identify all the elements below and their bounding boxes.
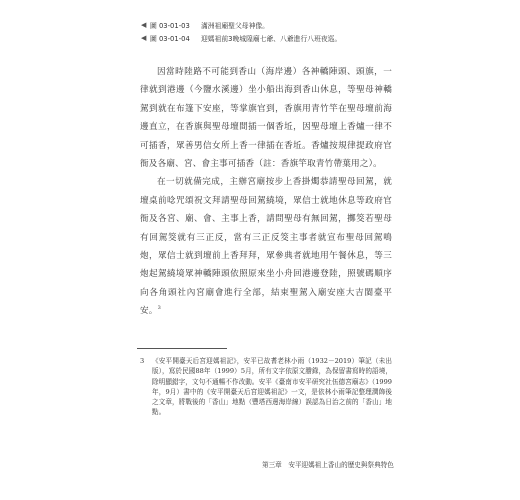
running-footer: 第三章 安平迎媽祖上香山的歷史與祭典特色 (262, 461, 394, 469)
paragraph (140, 173, 392, 320)
paragraph (140, 63, 392, 173)
left-arrow-icon: ◀ (141, 20, 147, 29)
figure-caption-text: 迎媽祖前3晚城隍廟七爺、八爺進行八班夜巡。 (201, 34, 342, 43)
figure-caption (141, 32, 341, 43)
figure-captions (141, 19, 341, 45)
figure-caption-text: 滿洲祖廟聖父母神像。 (201, 21, 269, 30)
footnote-reference[interactable]: 3 (157, 305, 161, 312)
figure-caption (141, 19, 341, 30)
figure-label: 圖 03-01-03 (150, 21, 190, 30)
left-arrow-icon: ◀ (141, 33, 147, 42)
footnote-text: 《安平開臺天后宮迎媽祖記》，安平已故耆老林小雨（1932－2019）筆記（未出版），寫於民國88年（1999）5月，所有文字依原文謄錄，為保留書寫時的語境，除明顯錯字，文句不通暢不作改動。安平《臺南市安平研究社伍德宮廟志》（1999年，9月）書中的《安平開臺天后宮迎媽祖記》一文，是依林小雨筆記整理潤飾後之文章，將戰後的「香山」地點（豐塔西邊海岸線）誤認為日治之前的「香山」地點。 (152, 357, 392, 417)
footnote (140, 356, 392, 418)
paragraph-text: 在一切就備完成，主辦宮廟按步上香掛燭恭請聖母回駕，就壇桌前唸咒頌祝文拜請聖母回駕繞境，眾信士就地休息等政府官衙及各宮、廟、會、主事上香，請問聖母有無回駕，擲筊若聖母有回駕筊就有三正反，當有三正反筊主事者就宣布聖母回駕鳴炮，眾信士就到壇前上香拜拜，眾參典者就地用午餐休息，等三炮起駕繞境眾神轎陣頭依照原來坐小舟回港邊登陸，照號碼順序向各角頭社內宮廟會進行全部，結束聖駕入廟安座大吉閩臺平安。 (140, 177, 392, 317)
footnote-number: 3 (140, 357, 145, 365)
paragraph-continuation: 一律就到港邊（今鹽水溪邊）坐小船出海到香山休息，等聖母神轎駕到就在布篷下安座，等掌旗官到，香旗用青竹竿在聖母壇前海邊直立，在香旗與聖母壇間插一個香坵，因聖母壇上香爐一律不可插香，眾善男信女所上香一律插在香坵。香爐按規律提政府官衙及各廟、宮、會主事可插香（註：香旗竿取青竹帶葉用之）。 (140, 67, 392, 170)
paragraph-text: 因當時陸路不可能到香山（海岸邊）各神轎陣頭、頭旗， (157, 67, 384, 77)
figure-label: 圖 03-01-04 (150, 34, 190, 43)
body-text (140, 63, 392, 321)
footnote-divider (137, 348, 227, 349)
